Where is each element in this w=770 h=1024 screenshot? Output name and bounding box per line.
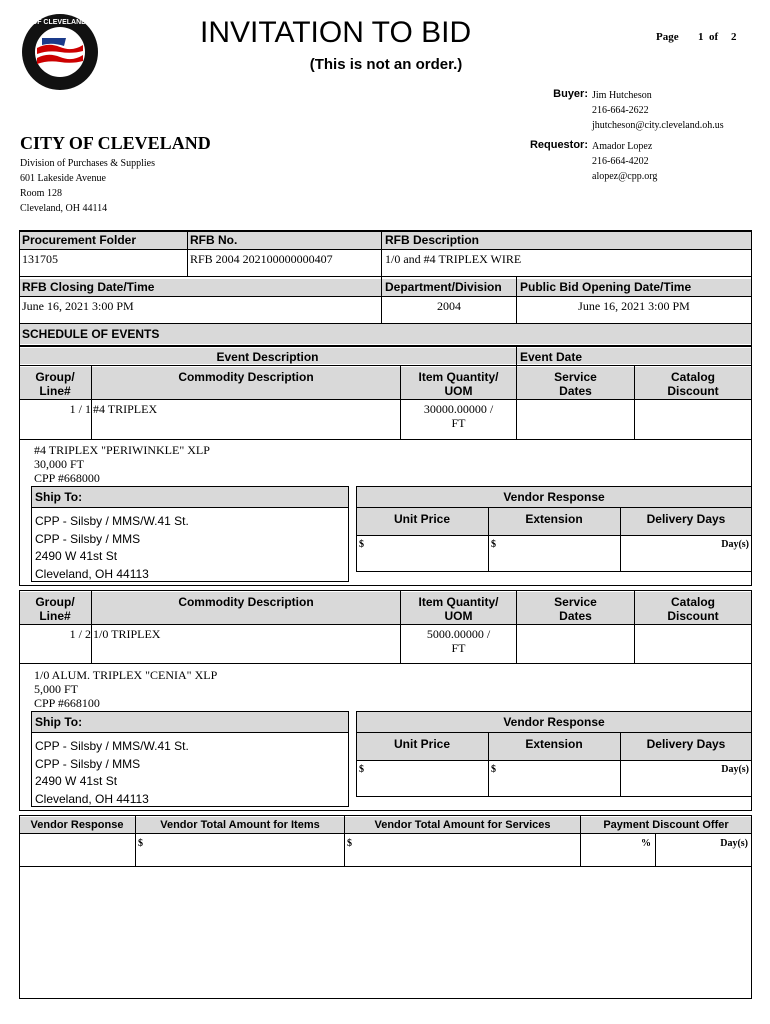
vendor-response-label-1: Vendor Response <box>503 490 605 504</box>
footer-discount-offer: Payment Discount Offer <box>603 819 729 831</box>
item-1-details: #4 TRIPLEX "PERIWINKLE" XLP 30,000 FT CPP #668000 <box>34 443 210 485</box>
requestor-contact: Amador Lopez 216-664-4202 alopez@cpp.org <box>592 141 658 182</box>
rfb-label: RFB No. <box>190 233 238 247</box>
ship-to-label-2: Ship To: <box>35 715 83 729</box>
desc-label: RFB Description <box>385 233 480 247</box>
folder-value: 131705 <box>22 252 58 266</box>
buyer-label: Buyer: <box>553 88 588 100</box>
col-qty-uom-2: Item Quantity/ UOM <box>418 595 499 623</box>
delivery-header-1: Delivery Days <box>646 512 726 526</box>
closing-value: June 16, 2021 3:00 PM <box>22 299 134 313</box>
item-1-line: 1 / 1 <box>69 402 91 416</box>
document-subtitle: (This is not an order.) <box>309 56 463 73</box>
col-group-line-2: Group/ Line# <box>35 595 75 623</box>
footer-total-services: Vendor Total Amount for Services <box>374 819 551 831</box>
schedule-label: SCHEDULE OF EVENTS <box>22 327 160 341</box>
item-2-details: 1/0 ALUM. TRIPLEX "CENIA" XLP 5,000 FT CPP #668100 <box>34 668 218 710</box>
desc-value: 1/0 and #4 TRIPLEX WIRE <box>385 252 522 266</box>
extension-input-2[interactable]: $ <box>491 764 496 775</box>
page-total: 2 <box>731 31 737 43</box>
item-2-commodity: 1/0 TRIPLEX <box>93 627 161 641</box>
delivery-input-1[interactable]: Day(s) <box>721 539 749 550</box>
page-number: 1 <box>698 31 704 43</box>
svg-text:CITY OF CLEVELAND OHIO: CITY OF CLEVELAND OHIO <box>13 19 107 26</box>
item-1-qty: 30000.00000 / FT <box>423 402 494 430</box>
discount-percent-input[interactable]: % <box>641 838 651 849</box>
discount-days-input[interactable]: Day(s) <box>720 838 748 849</box>
closing-label: RFB Closing Date/Time <box>22 280 155 294</box>
dept-value: 2004 <box>437 299 461 313</box>
item-1-commodity: #4 TRIPLEX <box>93 402 158 416</box>
unit-price-input-2[interactable]: $ <box>359 764 364 775</box>
col-group-line: Group/ Line# <box>35 370 75 398</box>
dept-label: Department/Division <box>385 280 502 294</box>
event-date-header: Event Date <box>520 350 583 364</box>
page-label: Page <box>656 31 679 43</box>
document-title: INVITATION TO BID <box>200 16 472 49</box>
unit-price-input-1[interactable]: $ <box>359 539 364 550</box>
extension-input-1[interactable]: $ <box>491 539 496 550</box>
requestor-label: Requestor: <box>529 139 588 151</box>
extension-header-2: Extension <box>525 737 583 751</box>
col-qty-uom: Item Quantity/ UOM <box>418 370 499 398</box>
footer-total-items: Vendor Total Amount for Items <box>160 819 320 831</box>
buyer-contact: Jim Hutcheson 216-664-2622 jhutcheson@city.cleveland.oh.us <box>592 90 724 131</box>
extension-header-1: Extension <box>525 512 583 526</box>
org-name: CITY OF CLEVELAND <box>20 133 211 153</box>
total-items-input[interactable]: $ <box>138 838 143 849</box>
col-catalog-discount-2: Catalog Discount <box>667 595 719 623</box>
col-catalog-discount: Catalog Discount <box>667 370 719 398</box>
item-2-line: 1 / 2 <box>69 627 91 641</box>
folder-label: Procurement Folder <box>22 233 137 247</box>
col-commodity: Commodity Description <box>178 370 314 384</box>
col-commodity-2: Commodity Description <box>178 595 314 609</box>
item-2-qty: 5000.00000 / FT <box>426 627 491 655</box>
total-services-input[interactable]: $ <box>347 838 352 849</box>
ship-to-label-1: Ship To: <box>35 490 83 504</box>
ship-to-address-1: CPP - Silsby / MMS/W.41 St. CPP - Silsby / MMS 2490 W 41st St Cleveland, OH 44113 <box>35 514 189 581</box>
opening-value: June 16, 2021 3:00 PM <box>578 299 690 313</box>
unit-price-header-1: Unit Price <box>393 512 450 526</box>
opening-label: Public Bid Opening Date/Time <box>520 280 692 294</box>
delivery-header-2: Delivery Days <box>646 737 726 751</box>
rfb-value: RFB 2004 202100000000407 <box>190 252 333 266</box>
page-of: of <box>709 31 719 43</box>
col-service-dates-2: Service Dates <box>554 595 597 623</box>
ship-to-address-2: CPP - Silsby / MMS/W.41 St. CPP - Silsby / MMS 2490 W 41st St Cleveland, OH 44113 <box>35 739 189 806</box>
event-desc-header: Event Description <box>216 350 319 364</box>
delivery-input-2[interactable]: Day(s) <box>721 764 749 775</box>
unit-price-header-2: Unit Price <box>393 737 450 751</box>
vendor-response-label-2: Vendor Response <box>503 715 605 729</box>
org-address: Division of Purchases & Supplies 601 Lakeside Avenue Room 128 Cleveland, OH 44114 <box>20 158 155 214</box>
city-seal-logo <box>13 12 107 92</box>
footer-vendor-response: Vendor Response <box>30 819 124 831</box>
col-service-dates: Service Dates <box>554 370 597 398</box>
